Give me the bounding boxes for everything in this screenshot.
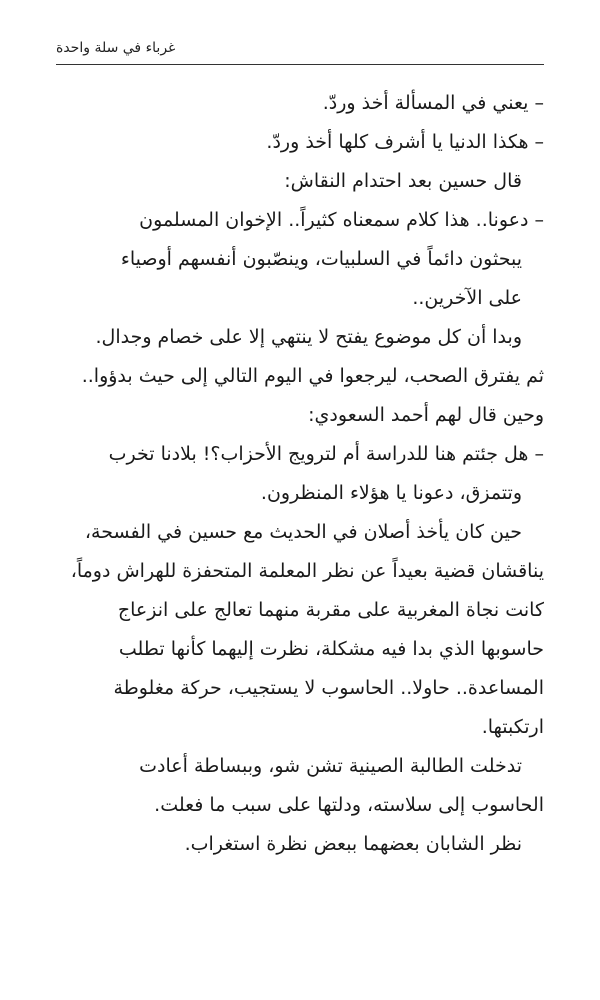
- paragraph-line: حين كان يأخذ أصلان في الحديث مع حسين في الفسحة،: [84, 521, 522, 543]
- dialogue-line: – يعني في المسألة أخذ وردّ.: [322, 92, 544, 114]
- paragraph-line: وحين قال لهم أحمد السعودي:: [308, 404, 544, 426]
- paragraph-line: المساعدة.. حاولا.. الحاسوب لا يستجيب، حركة مغلوطة: [113, 677, 544, 699]
- dialogue-line: – هكذا الدنيا يا أشرف كلها أخذ وردّ.: [266, 131, 544, 153]
- dialogue-line: – هل جئتم هنا للدراسة أم لترويج الأحزاب؟! بلادنا تخرب: [108, 443, 544, 465]
- running-header: [56, 40, 544, 65]
- page-body: [56, 84, 544, 864]
- paragraph-line: كانت نجاة المغربية على مقربة منهما تعالج على انزعاج: [117, 599, 544, 621]
- paragraph-line: قال حسين بعد احتدام النقاش:: [284, 170, 522, 192]
- dialogue-line: – دعونا.. هذا كلام سمعناه كثيراً.. الإخوان المسلمون: [139, 209, 544, 231]
- paragraph-line: الحاسوب إلى سلاسته، ودلتها على سبب ما فعلت.: [154, 794, 544, 816]
- book-title: غرباء في سلة واحدة: [56, 40, 176, 56]
- paragraph-line: حاسوبها الذي بدا فيه مشكلة، نظرت إليهما كأنها تطلب: [118, 638, 544, 660]
- paragraph-line: يناقشان قضية بعيداً عن نظر المعلمة المتحفزة للهراش دوماً،: [70, 560, 544, 582]
- dialogue-line: يبحثون دائماً في السلبيات، وينصّبون أنفسهم أوصياء: [120, 248, 522, 270]
- dialogue-line: وتتمزق، دعونا يا هؤلاء المنظرون.: [260, 482, 522, 504]
- paragraph-line: ارتكبتها.: [481, 716, 544, 738]
- paragraph-line: تدخلت الطالبة الصينية تشن شو، وببساطة أعادت: [139, 755, 522, 777]
- dialogue-line: على الآخرين..: [412, 287, 522, 309]
- paragraph-line: ثم يفترق الصحب، ليرجعوا في اليوم التالي إلى حيث بدؤوا..: [81, 365, 544, 387]
- paragraph-line: وبدا أن كل موضوع يفتح لا ينتهي إلا على خصام وجدال.: [95, 326, 522, 348]
- paragraph-line: نظر الشابان بعضهما ببعض نظرة استغراب.: [184, 833, 522, 855]
